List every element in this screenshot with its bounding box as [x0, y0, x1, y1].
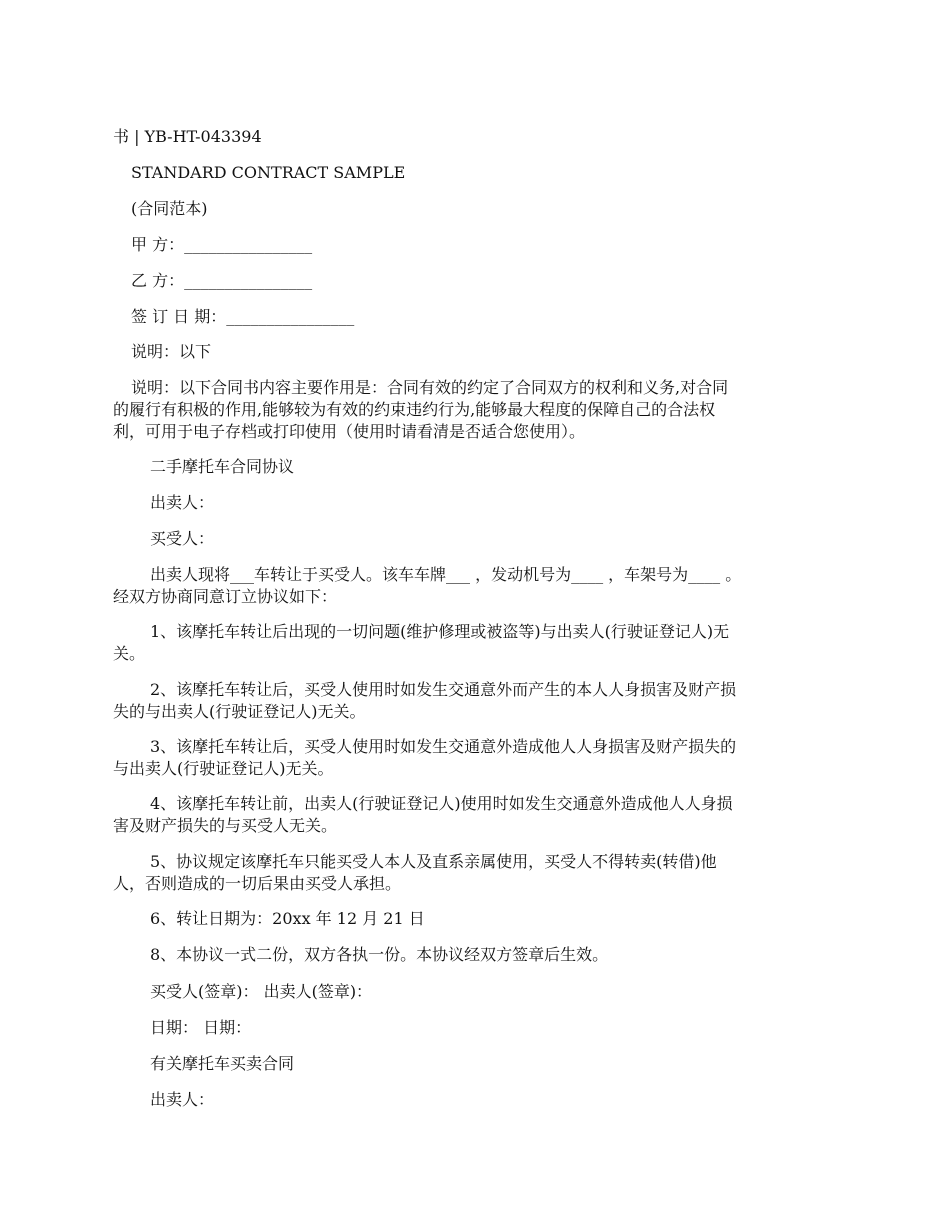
clause-line: 关。 [113, 644, 146, 663]
title-english: STANDARD CONTRACT SAMPLE [131, 163, 406, 182]
signature-line: 买受人(签章)： 出卖人(签章)： [150, 982, 373, 1001]
clause-line: 害及财产损失的与买受人无关。 [113, 816, 338, 835]
clause-3 [113, 736, 833, 780]
intro-line-3: 利，可用于电子存档或打印使用（使用时请看清是否适合您使用）。 [113, 422, 586, 441]
clause-line: 失的与出卖人(行驶证登记人)无关。 [113, 702, 366, 721]
clause-line: 1、该摩托车转让后出现的一切问题(维护修理或被盗等)与出卖人(行驶证登记人)无 [150, 622, 730, 641]
clause-2 [113, 679, 833, 723]
clause-4 [113, 793, 833, 837]
preamble-line-2: 经双方协商同意订立协议如下： [113, 587, 338, 606]
party-b-field: 乙 方：________________ [131, 271, 313, 290]
clause-line: 与出卖人(行驶证登记人)无关。 [113, 759, 334, 778]
contract-title-2: 有关摩托车买卖合同 [150, 1054, 295, 1073]
seller-label: 出卖人： [150, 493, 215, 512]
clause-1 [113, 621, 833, 665]
seller-label-2: 出卖人： [150, 1090, 215, 1109]
intro-line-2: 的履行有积极的作用,能够较为有效的约束违约行为,能够最大程度的保障自己的合法权 [113, 400, 716, 419]
preamble-paragraph [113, 564, 833, 608]
intro-line-1: 说明：以下合同书内容主要作用是：合同有效的约定了合同双方的权利和义务,对合同 [131, 378, 729, 397]
clause-line: 3、该摩托车转让后，买受人使用时如发生交通意外造成他人人身损害及财产损失的 [150, 737, 737, 756]
sign-date-field: 签 订 日 期：________________ [131, 307, 355, 326]
clause-line: 5、协议规定该摩托车只能买受人本人及直系亲属使用，买受人不得转卖(转借)他 [150, 852, 717, 871]
clause-line: 4、该摩托车转让前，出卖人(行驶证登记人)使用时如发生交通意外造成他人人身损 [150, 794, 733, 813]
clause-8: 8、本协议一式二份，双方各执一份。本协议经双方签章后生效。 [150, 945, 609, 964]
title-chinese: (合同范本) [131, 199, 208, 218]
date-line: 日期： 日期： [150, 1018, 252, 1037]
contract-title: 二手摩托车合同协议 [150, 457, 295, 476]
buyer-label: 买受人： [150, 529, 215, 548]
intro-paragraph [113, 377, 833, 443]
clause-line: 2、该摩托车转让后，买受人使用时如发生交通意外而产生的本人人身损害及财产损 [150, 680, 737, 699]
intro-short: 说明：以下 [131, 342, 212, 361]
clause-6: 6、转让日期为：20xx 年 12 月 21 日 [150, 909, 425, 928]
doc-code: 书 | YB-HT-043394 [113, 127, 262, 146]
clause-5 [113, 851, 833, 895]
party-a-field: 甲 方：________________ [131, 235, 313, 254]
clause-line: 人，否则造成的一切后果由买受人承担。 [113, 874, 402, 893]
preamble-line-1: 出卖人现将___车转让于买受人。该车车牌___ ，发动机号为____ ，车架号为____ 。 [150, 565, 742, 584]
